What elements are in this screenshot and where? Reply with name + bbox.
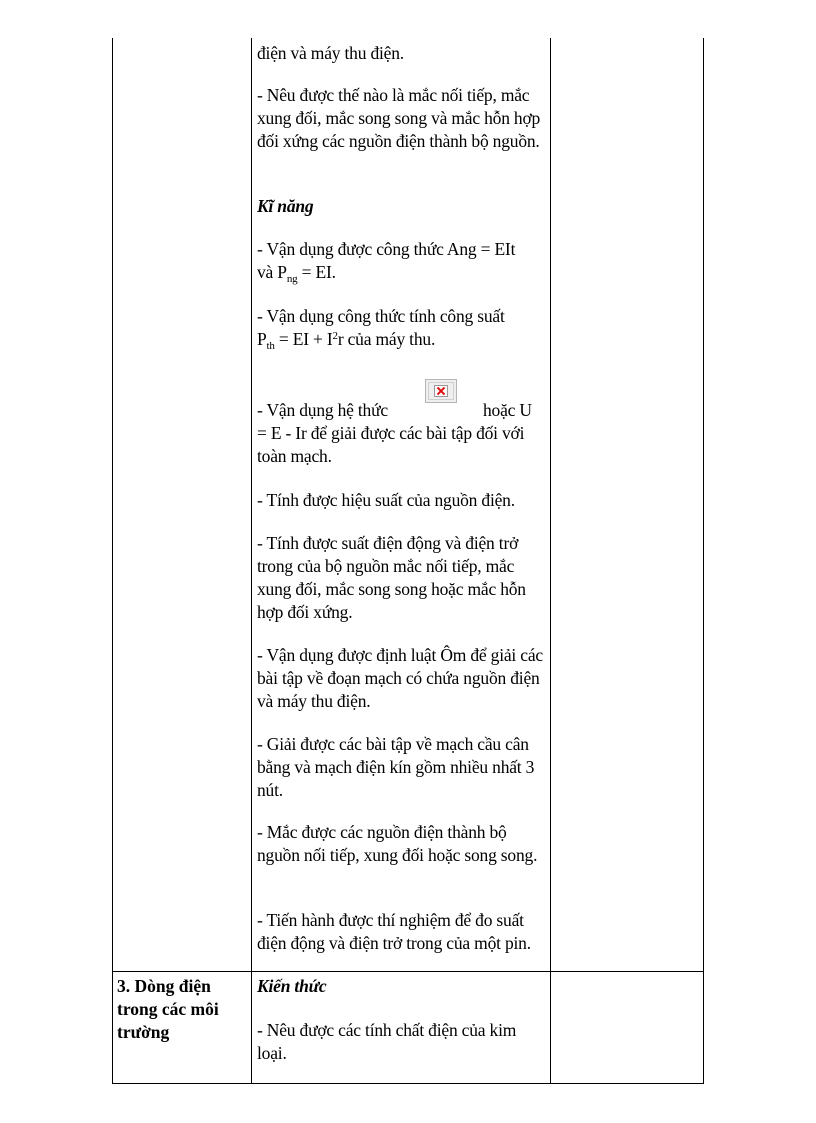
- knowledge-heading: Kiến thức: [257, 976, 327, 996]
- table-border-col2: [251, 38, 252, 1084]
- table-border-col3: [550, 38, 551, 1084]
- paragraph-continuation: điện và máy thu điện.: [257, 43, 404, 63]
- broken-image-icon: [425, 379, 457, 403]
- paragraph-series-connection: - Nêu được thế nào là mắc nối tiếp, mắc xung đối, mắc song song và mắc hỗn hợp đối xứng các nguồn điện thành bộ nguồn.: [257, 85, 541, 151]
- skill-efficiency: - Tính được hiệu suất của nguồn điện.: [257, 490, 515, 510]
- skill-work-formula: - Vận dụng được công thức Ang = EIt và $P_{ng}$ = EI.: [257, 239, 516, 285]
- skills-heading: Kĩ năng: [257, 196, 314, 216]
- skill-full-circuit: - Vận dụng hệ thức hoặc U = E - Ir để giải được các bài tập đối với toàn mạch.: [257, 400, 532, 466]
- row-divider: [112, 971, 704, 972]
- skill-battery-emf: - Tính được suất điện động và điện trở trong của bộ nguồn mắc nối tiếp, mắc xung đối, mắc song song hoặc mắc hỗn hợp đối xứng.: [257, 533, 526, 622]
- topic-title: 3. Dòng điện trong các môi trường: [117, 976, 219, 1042]
- table-border-right: [703, 38, 704, 1084]
- skill-experiment: - Tiến hành được thí nghiệm để đo suất điện động và điện trở trong của một pin.: [257, 910, 531, 953]
- table-border-left: [112, 38, 113, 1084]
- knowledge-metal-properties: - Nêu được các tính chất điện của kim loại.: [257, 1020, 517, 1063]
- skill-bridge-circuit: - Giải được các bài tập về mạch cầu cân bằng và mạch điện kín gồm nhiều nhất 3 nút.: [257, 734, 535, 800]
- table-border-bottom: [112, 1083, 704, 1084]
- skill-connect-sources: - Mắc được các nguồn điện thành bộ nguồn nối tiếp, xung đối hoặc song song.: [257, 822, 538, 865]
- skill-receiver-power: - Vận dụng công thức tính công suất $P_{th}$ = EI + $I^2r$ của máy thu.: [257, 306, 505, 352]
- skill-ohm-law: - Vận dụng được định luật Ôm để giải các bài tập về đoạn mạch có chứa nguồn điện và máy thu điện.: [257, 645, 543, 711]
